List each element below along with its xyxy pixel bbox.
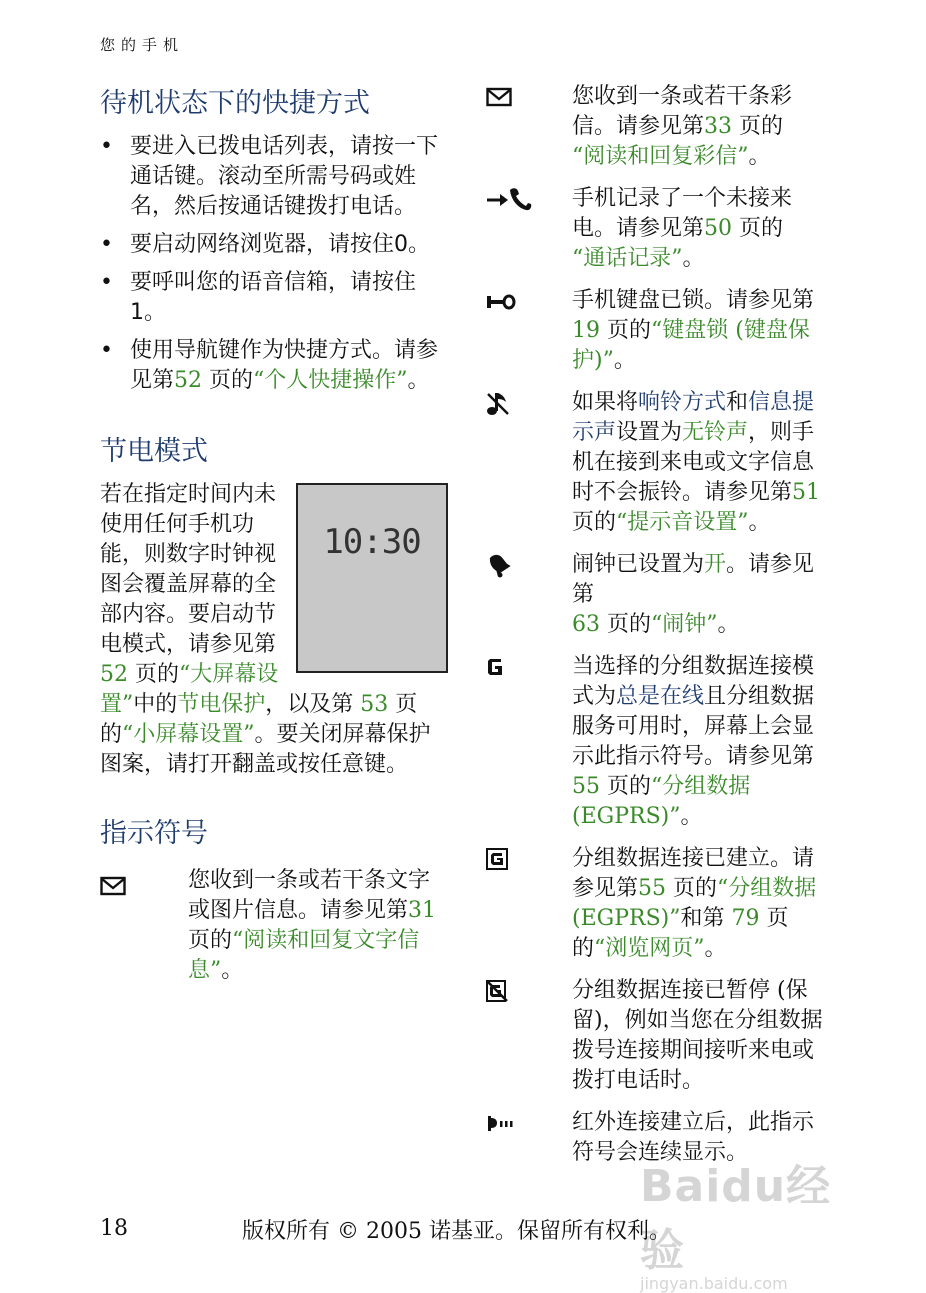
setting-value: 无铃声 [682, 420, 749, 445]
right-column [486, 82, 832, 1180]
page-ref: 51 [792, 480, 821, 505]
gprs-active-icon [486, 848, 508, 870]
baidu-watermark [640, 1150, 870, 1293]
page-number: 18 [100, 1216, 128, 1241]
gprs-g-icon [486, 657, 504, 677]
page-ref: 52 [100, 662, 128, 687]
cross-ref-link[interactable]: “闹钟” [651, 612, 718, 637]
indicator-gprs-always-online: 当选择的分组数据连接模式为总是在线且分组数据服务可用时，屏幕上会显示此指示符号。请参见第55 页的“分组数据 (EGPRS)”。 [486, 652, 832, 832]
page-ref: 55 [638, 876, 667, 901]
page-ref: 19 [572, 318, 600, 343]
envelope-icon [486, 87, 512, 107]
cross-ref-link[interactable]: “小屏幕设置” [122, 722, 255, 747]
key-label: 0 [394, 232, 409, 257]
cross-ref-link[interactable]: “分组数据 (EGPRS)” [572, 774, 751, 829]
page-ref: 79 [731, 906, 760, 931]
key-label: 1 [130, 300, 144, 325]
list-item: • 使用导航键作为快捷方式。请参见第52 页的“个人快捷操作”。 [100, 336, 450, 396]
clock-time: 10:30 [323, 522, 421, 562]
list-item: • 要启动网络浏览器，请按住0。 [100, 230, 450, 260]
indicator-silent: 如果将响铃方式和信息提示声设置为无铃声，则手机在接到来电或文字信息时不会振铃。请参见第51 页的“提示音设置”。 [486, 388, 832, 538]
indicator-keypad-locked: 手机键盘已锁。请参见第 19 页的“键盘锁 (键盘保护)”。 [486, 286, 832, 376]
indicator-missed-call: 手机记录了一个未接来电。请参见第50 页的 “通话记录”。 [486, 184, 832, 274]
shortcut-list [100, 132, 450, 396]
page-ref: 33 [704, 114, 733, 139]
running-head: 您的手机 [100, 36, 185, 54]
setting-name: 节电保护 [177, 692, 266, 717]
cross-ref-link[interactable]: “大屏幕设置” [100, 662, 279, 717]
list-item: • 要进入已拨电话列表，请按一下通话键。滚动至所需号码或姓名，然后按通话键拨打电话。 [100, 132, 450, 222]
left-column [100, 86, 450, 986]
indicator-alarm: 闹钟已设置为开。请参见第 63 页的“闹钟”。 [486, 550, 832, 640]
cross-ref-link[interactable]: “个人快捷操作” [253, 368, 408, 393]
page-ref: 55 [572, 774, 600, 799]
cross-ref-link[interactable]: “提示音设置” [616, 510, 749, 535]
heading-standby-shortcuts: 待机状态下的快捷方式 [100, 88, 370, 119]
cross-ref-link[interactable]: “键盘锁 (键盘保护)” [572, 318, 810, 373]
copyright-notice: 版权所有 © 2005 诺基亚。保留所有权利。 [242, 1219, 671, 1244]
page-ref: 31 [408, 898, 437, 923]
indicator-gprs-suspended: 分组数据连接已暂停 (保留)，例如当您在分组数据拨号连接期间接听来电或拨打电话时。 [486, 976, 832, 1096]
watermark-url: jingyan.baidu.com [640, 1274, 788, 1293]
screen-saver-clock-illustration [296, 483, 448, 673]
setting-value: 开 [704, 552, 727, 577]
missed-call-icon [486, 186, 532, 212]
setting-name: 信息提示声 [572, 390, 815, 445]
indicator-mms: 您收到一条或若干条彩信。请参见第33 页的 “阅读和回复彩信”。 [486, 82, 832, 172]
heading-indicators: 指示符号 [100, 818, 208, 849]
setting-name: 响铃方式 [638, 390, 727, 415]
page-ref: 63 [572, 612, 600, 637]
page-ref: 52 [174, 368, 203, 393]
power-saver-paragraph: 10:30 若在指定时间内未使用任何手机功能，则数字时钟视图会覆盖屏幕的全部内容。要启动节电模式，请参见第 52 页的“大屏幕设置”中的节电保护，以及第 53 页的“小屏幕设置”。要关闭屏幕保护图案，请打开翻盖或按任意键。 [100, 480, 450, 780]
indicator-gprs-active: 分组数据连接已建立。请参见第55 页的“分组数据 (EGPRS)”和第 79 页的“浏览网页”。 [486, 844, 832, 964]
key-icon [486, 292, 516, 310]
infrared-icon [486, 1113, 516, 1133]
cross-ref-link[interactable]: “阅读和回复彩信” [572, 144, 749, 169]
page-ref: 53 [360, 692, 389, 717]
cross-ref-link[interactable]: “阅读和回复文字信息” [188, 928, 420, 983]
envelope-icon [100, 876, 126, 896]
cross-ref-link[interactable]: “通话记录” [572, 246, 683, 271]
list-item: • 要呼叫您的语音信箱，请按住1。 [100, 268, 450, 328]
cross-ref-link[interactable]: “浏览网页” [594, 936, 705, 961]
indicator-text-message: 您收到一条或若干条文字或图片信息。请参见第31 页的“阅读和回复文字信息”。 [100, 866, 450, 986]
alarm-bell-icon [486, 552, 512, 578]
watermark-logo: Baidu经验 [640, 1161, 832, 1276]
setting-value: 总是在线 [616, 684, 705, 709]
cross-ref-link[interactable]: “分组数据 (EGPRS)” [572, 876, 817, 931]
page-ref: 50 [704, 216, 733, 241]
gprs-suspended-icon [486, 980, 508, 1002]
heading-power-saver: 节电模式 [100, 436, 208, 467]
silent-note-icon [486, 390, 510, 416]
indicator-infrared: 红外连接建立后，此指示符号会连续显示。 [486, 1108, 832, 1168]
